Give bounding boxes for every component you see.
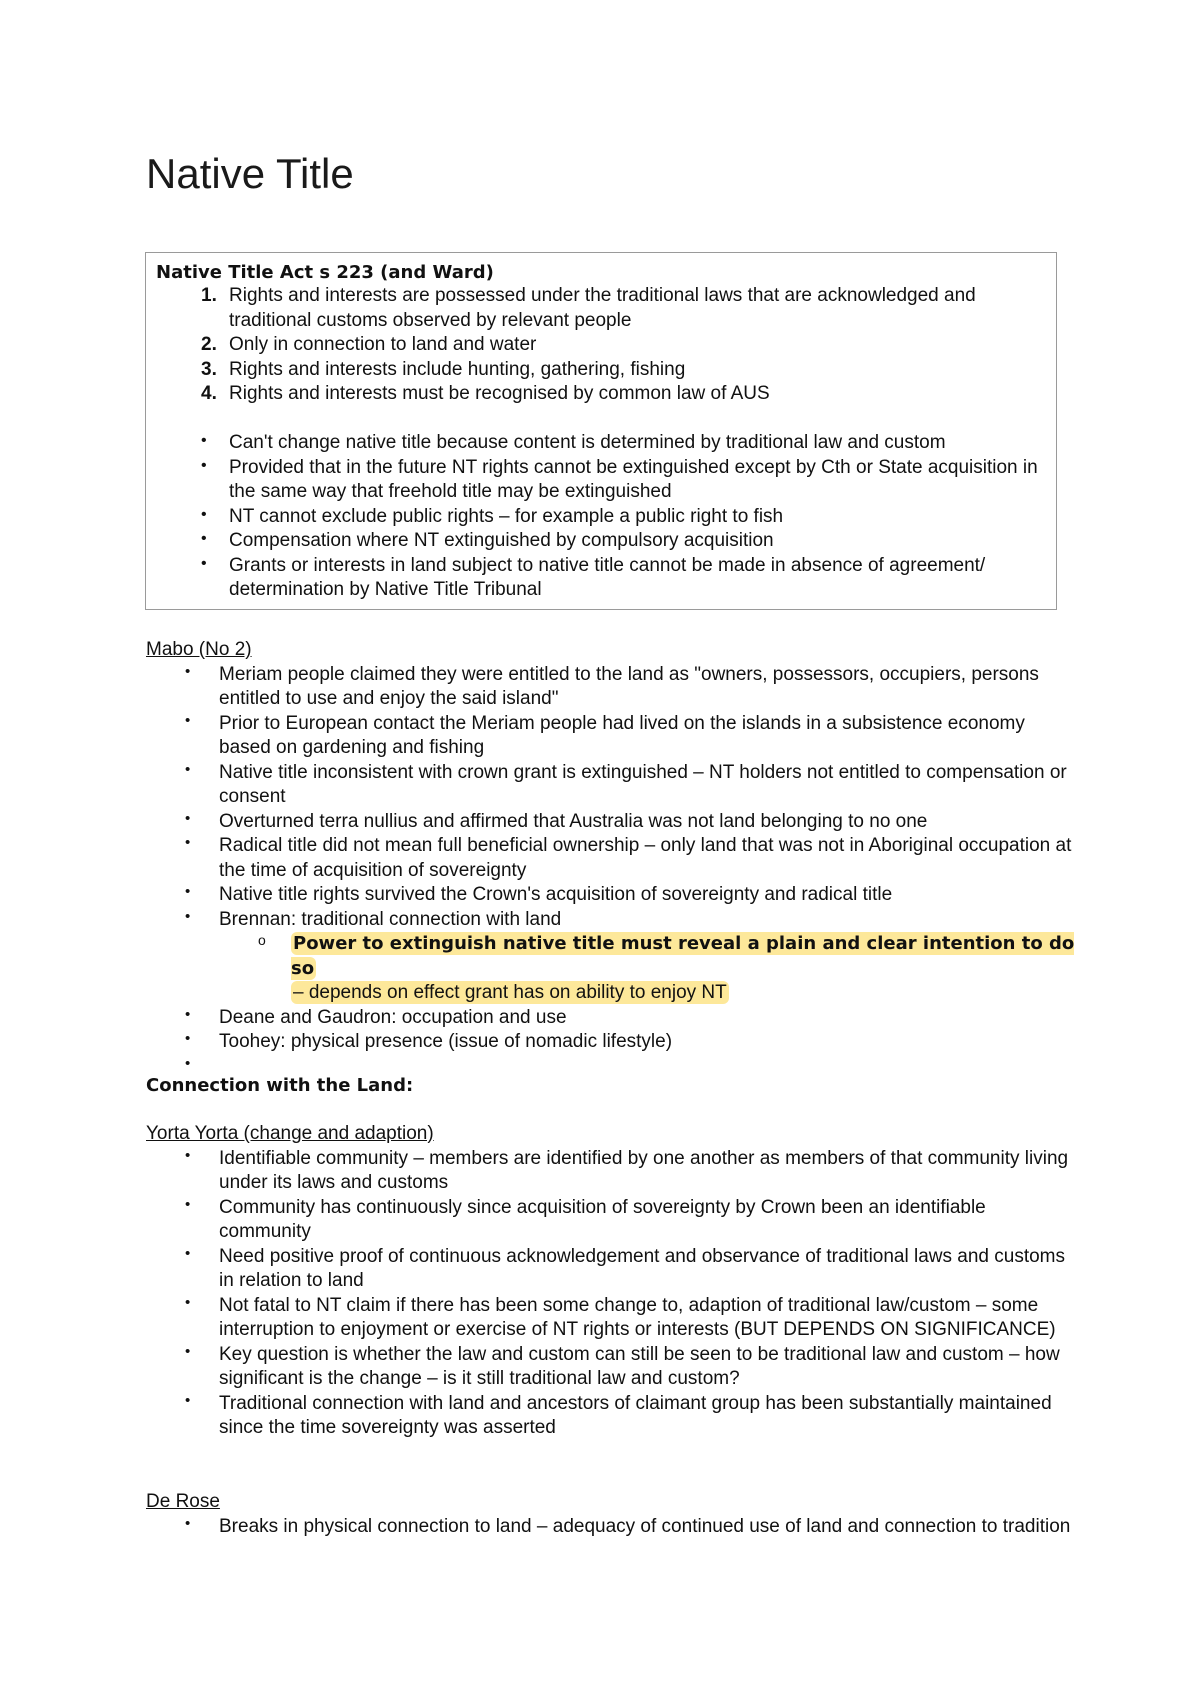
mabo-bullets-after: [146, 1006, 1076, 1080]
case-heading-derose: De Rose: [146, 1491, 220, 1512]
case-heading-yorta: Yorta Yorta (change and adaption): [146, 1123, 434, 1144]
mabo-bullets: [146, 663, 1076, 933]
list-item: • Traditional connection with land and ancestors of claimant group has been substantially maintained since the time sovereignty was asserted: [146, 1392, 1076, 1441]
case-heading-mabo: Mabo (No 2): [146, 639, 252, 660]
highlight: Power to extinguish native title must reveal a plain and clear intention to do so: [291, 933, 1075, 979]
list-item: • Key question is whether the law and custom can still be seen to be traditional law and custom – how significant is the change – is it still traditional law and custom?: [146, 1343, 1076, 1392]
derose-bullets: [146, 1515, 1076, 1540]
section-heading-connection: Connection with the Land:: [146, 1075, 414, 1096]
derose-section: [146, 1490, 1076, 1539]
numbered-item: 4. Rights and interests must be recognised by common law of AUS: [201, 383, 770, 404]
yorta-bullets: [146, 1147, 1076, 1441]
box-heading: Native Title Act s 223 (and Ward): [156, 262, 494, 283]
highlight: – depends on effect grant has on ability to enjoy NT: [293, 982, 727, 1003]
numbered-item: 2. Only in connection to land and water: [201, 334, 537, 355]
list-item: • Provided that in the future NT rights cannot be extinguished except by Cth or State acquisition in the same way that freehold title may be extinguished: [156, 456, 1046, 505]
list-item: • Grants or interests in land subject to native title cannot be made in absence of agreement/ determination by Native Title Tribunal: [156, 554, 1046, 603]
list-item: • Native title inconsistent with crown grant is extinguished – NT holders not entitled to compensation or consent: [146, 761, 1076, 810]
list-item: • Radical title did not mean full beneficial ownership – only land that was not in Aboriginal occupation at the time of acquisition of sovereignty: [146, 834, 1076, 883]
mabo-section: [146, 638, 1076, 1079]
list-item: • Can't change native title because content is determined by traditional law and custom: [156, 431, 1046, 456]
numbered-item: 3. Rights and interests include hunting, gathering, fishing: [201, 358, 686, 380]
list-item: • Deane and Gaudron: occupation and use: [146, 1006, 1076, 1031]
mabo-sub-bullets: [146, 932, 1076, 1006]
list-item: • Need positive proof of continuous acknowledgement and observance of traditional laws and customs in relation to land: [146, 1245, 1076, 1294]
yorta-section: [146, 1122, 1076, 1441]
list-item: • Compensation where NT extinguished by compulsory acquisition: [156, 529, 1046, 554]
list-item: • Meriam people claimed they were entitled to the land as "owners, possessors, occupiers, persons entitled to use and enjoy the said island": [146, 663, 1076, 712]
list-item: • Not fatal to NT claim if there has been some change to, adaption of traditional law/custom – some interruption to enjoyment or exercise of NT rights or interests (BUT DEPENDS ON SIGNIFICANCE): [146, 1294, 1076, 1343]
list-item: • Breaks in physical connection to land – adequacy of continued use of land and connection to tradition: [146, 1515, 1076, 1540]
page-title: Native Title: [146, 150, 354, 197]
list-item: • Toohey: physical presence (issue of nomadic lifestyle): [146, 1030, 1076, 1055]
list-item: • Overturned terra nullius and affirmed that Australia was not land belonging to no one: [146, 810, 1076, 835]
statute-box: [145, 252, 1057, 610]
numbered-list: [156, 284, 1046, 407]
list-item: • NT cannot exclude public rights – for example a public right to fish: [156, 505, 1046, 530]
list-item: • Brennan: traditional connection with land: [146, 908, 1076, 933]
list-item: • Native title rights survived the Crown's acquisition of sovereignty and radical title: [146, 883, 1076, 908]
numbered-item: 1. Rights and interests are possessed under the traditional laws that are acknowledged and traditional customs observed by relevant people: [201, 285, 976, 331]
box-bullet-list: [156, 431, 1046, 603]
list-item: • Prior to European contact the Meriam people had lived on the islands in a subsistence economy based on gardening and fishing: [146, 712, 1076, 761]
highlighted-item: [146, 932, 1076, 1006]
list-item: • Identifiable community – members are identified by one another as members of that community living under its laws and customs: [146, 1147, 1076, 1196]
list-item: • Community has continuously since acquisition of sovereignty by Crown been an identifiable community: [146, 1196, 1076, 1245]
